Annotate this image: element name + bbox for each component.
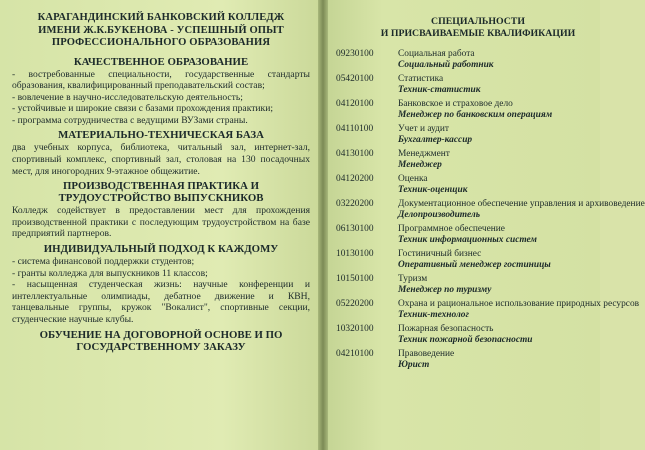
specialty-qualification: Техник информационных систем (398, 235, 537, 245)
specialty-item (336, 324, 600, 346)
material-heading: МАТЕРИАЛЬНО-ТЕХНИЧЕСКАЯ БАЗА (58, 129, 264, 142)
page-fold (318, 0, 328, 450)
specialty-name: Менеджмент (398, 149, 450, 159)
specialty-item (336, 174, 600, 196)
specialty-name: Программное обеспечение (398, 224, 505, 234)
specialty-name: Оценка (398, 174, 428, 184)
specialties-title-line-2: И ПРИСВАИВАЕМЫЕ КВАЛИФИКАЦИИ (380, 27, 576, 39)
left-page (0, 0, 318, 450)
right-page (328, 0, 645, 450)
college-title (12, 12, 310, 50)
footer-heading (12, 329, 310, 353)
specialty-qualification: Техник-технолог (398, 310, 469, 320)
quality-item: - устойчивые и широкие связи с базами прохождения практики; (12, 103, 274, 115)
specialty-name: Учет и аудит (398, 124, 449, 134)
specialty-item (336, 349, 600, 371)
practice-heading-line-2: ТРУДОУСТРОЙСТВО ВЫПУСКНИКОВ (58, 192, 264, 205)
specialty-item (336, 274, 600, 296)
practice-heading-line-1: ПРОИЗВОДСТВЕННАЯ ПРАКТИКА И (63, 180, 259, 193)
specialty-qualification: Делопроизводитель (398, 210, 480, 220)
specialty-item (336, 299, 640, 321)
specialty-row (336, 249, 600, 260)
specialty-qualification: Менеджер (398, 160, 442, 170)
specialty-item (336, 224, 600, 246)
specialty-code: 05220200 (336, 299, 374, 309)
specialty-item (336, 74, 600, 96)
specialty-code: 05420100 (336, 74, 374, 84)
specialty-row (336, 224, 600, 235)
quality-item: - востребованные специальности, государственные стандарты образования, квалифицированный преподавательский состав; (12, 68, 310, 92)
specialty-qualification: Оперативный менеджер гостиницы (398, 260, 551, 270)
specialty-qualification: Бухгалтер-кассир (398, 135, 473, 145)
specialty-code: 04120200 (336, 174, 374, 184)
specialty-name: Банковское и страховое дело (398, 99, 513, 109)
specialties-list (336, 49, 645, 371)
specialty-row (336, 274, 600, 285)
college-title-line-3: ПРОФЕССИОНАЛЬНОГО ОБРАЗОВАНИЯ (51, 37, 271, 48)
specialty-row (336, 349, 600, 360)
specialty-qualification: Социальный работник (398, 60, 494, 70)
specialty-row (336, 299, 640, 310)
specialty-item (336, 199, 645, 221)
specialty-name: Пожарная безопасность (398, 324, 494, 334)
individual-heading: ИНДИВИДУАЛЬНЫЙ ПОДХОД К КАЖДОМУ (43, 243, 279, 256)
specialty-name: Гостиничный бизнес (398, 249, 482, 259)
specialty-qualification: Юрист (398, 360, 430, 370)
specialty-row (336, 199, 645, 210)
specialty-code: 09230100 (336, 49, 374, 59)
specialty-name: Документационное обеспечение управления и архивоведение (398, 199, 645, 209)
specialty-name: Социальная работа (398, 49, 475, 59)
specialty-row (336, 124, 600, 135)
practice-text: Колледж содействует в предоставлении мест для прохождения производственной практики с последующим трудоустройством на базе предприятий партнеров. (12, 205, 310, 240)
specialty-row (336, 324, 600, 335)
specialty-code: 06130100 (336, 224, 374, 234)
specialty-item (336, 124, 600, 146)
individual-list (12, 256, 310, 326)
footer-heading-line-1: ОБУЧЕНИЕ НА ДОГОВОРНОЙ ОСНОВЕ И ПО (39, 328, 283, 341)
specialty-row (336, 99, 600, 110)
practice-heading (12, 180, 310, 204)
individual-item: - гранты колледжа для выпускников 11 классов; (12, 267, 208, 279)
specialty-row (336, 49, 600, 60)
specialty-item (336, 249, 600, 271)
specialty-code: 10320100 (336, 324, 374, 334)
college-title-line-2: ИМЕНИ Ж.К.БУКЕНОВА - УСПЕШНЫЙ ОПЫТ (38, 24, 284, 36)
quality-list (12, 69, 310, 127)
college-title-line-1: КАРАГАНДИНСКИЙ БАНКОВСКИЙ КОЛЛЕДЖ (37, 12, 285, 23)
specialty-code: 04130100 (336, 149, 374, 159)
specialty-row (336, 149, 600, 160)
specialty-qualification: Техник-статистик (398, 85, 481, 95)
specialty-qualification: Техник пожарной безопасности (398, 335, 533, 345)
specialty-name: Правоведение (398, 349, 455, 359)
specialty-item (336, 99, 600, 121)
specialty-item (336, 149, 600, 171)
specialty-code: 10150100 (336, 274, 374, 284)
footer-heading-line-2: ГОСУДАРСТВЕННОМУ ЗАКАЗУ (76, 340, 246, 353)
individual-item: - система финансовой поддержки студентов; (12, 256, 195, 268)
individual-item: - насыщенная студенческая жизнь: научные конференции и интеллектуальные олимпиады, дебатное движение и КВН, танцевальные группы, кружок "Вокалист", спортивные секции, студенческие научные клубы. (12, 279, 310, 325)
specialty-item (336, 49, 600, 71)
specialty-code: 04210100 (336, 349, 374, 359)
specialty-row (336, 174, 600, 185)
specialty-qualification: Техник-оценщик (398, 185, 468, 195)
material-text: два учебных корпуса, библиотека, читальный зал, интернет-зал, спортивный комплекс, спортивный зал, столовая на 130 посадочных мест, для иногородних 9-этажное общежитие. (12, 142, 310, 177)
quality-heading: КАЧЕСТВЕННОЕ ОБРАЗОВАНИЕ (73, 55, 249, 68)
specialty-row (336, 74, 600, 85)
specialty-name: Охрана и рациональное использование природных ресурсов (398, 299, 640, 309)
specialties-title-line-1: СПЕЦИАЛЬНОСТИ (431, 16, 525, 27)
specialty-code: 10130100 (336, 249, 374, 259)
specialty-qualification: Менеджер по банковским операциям (398, 110, 553, 120)
specialty-code: 04120100 (336, 99, 374, 109)
specialty-name: Статистика (398, 74, 444, 84)
quality-item: - вовлечение в научно-исследовательскую деятельность; (12, 91, 243, 103)
specialty-code: 04110100 (336, 124, 374, 134)
specialty-qualification: Менеджер по туризму (398, 285, 492, 295)
specialties-title (336, 16, 600, 39)
quality-item: - программа сотрудничества с ведущими ВУЗами страны. (12, 114, 248, 126)
specialty-code: 03220200 (336, 199, 374, 209)
specialty-name: Туризм (398, 274, 428, 284)
